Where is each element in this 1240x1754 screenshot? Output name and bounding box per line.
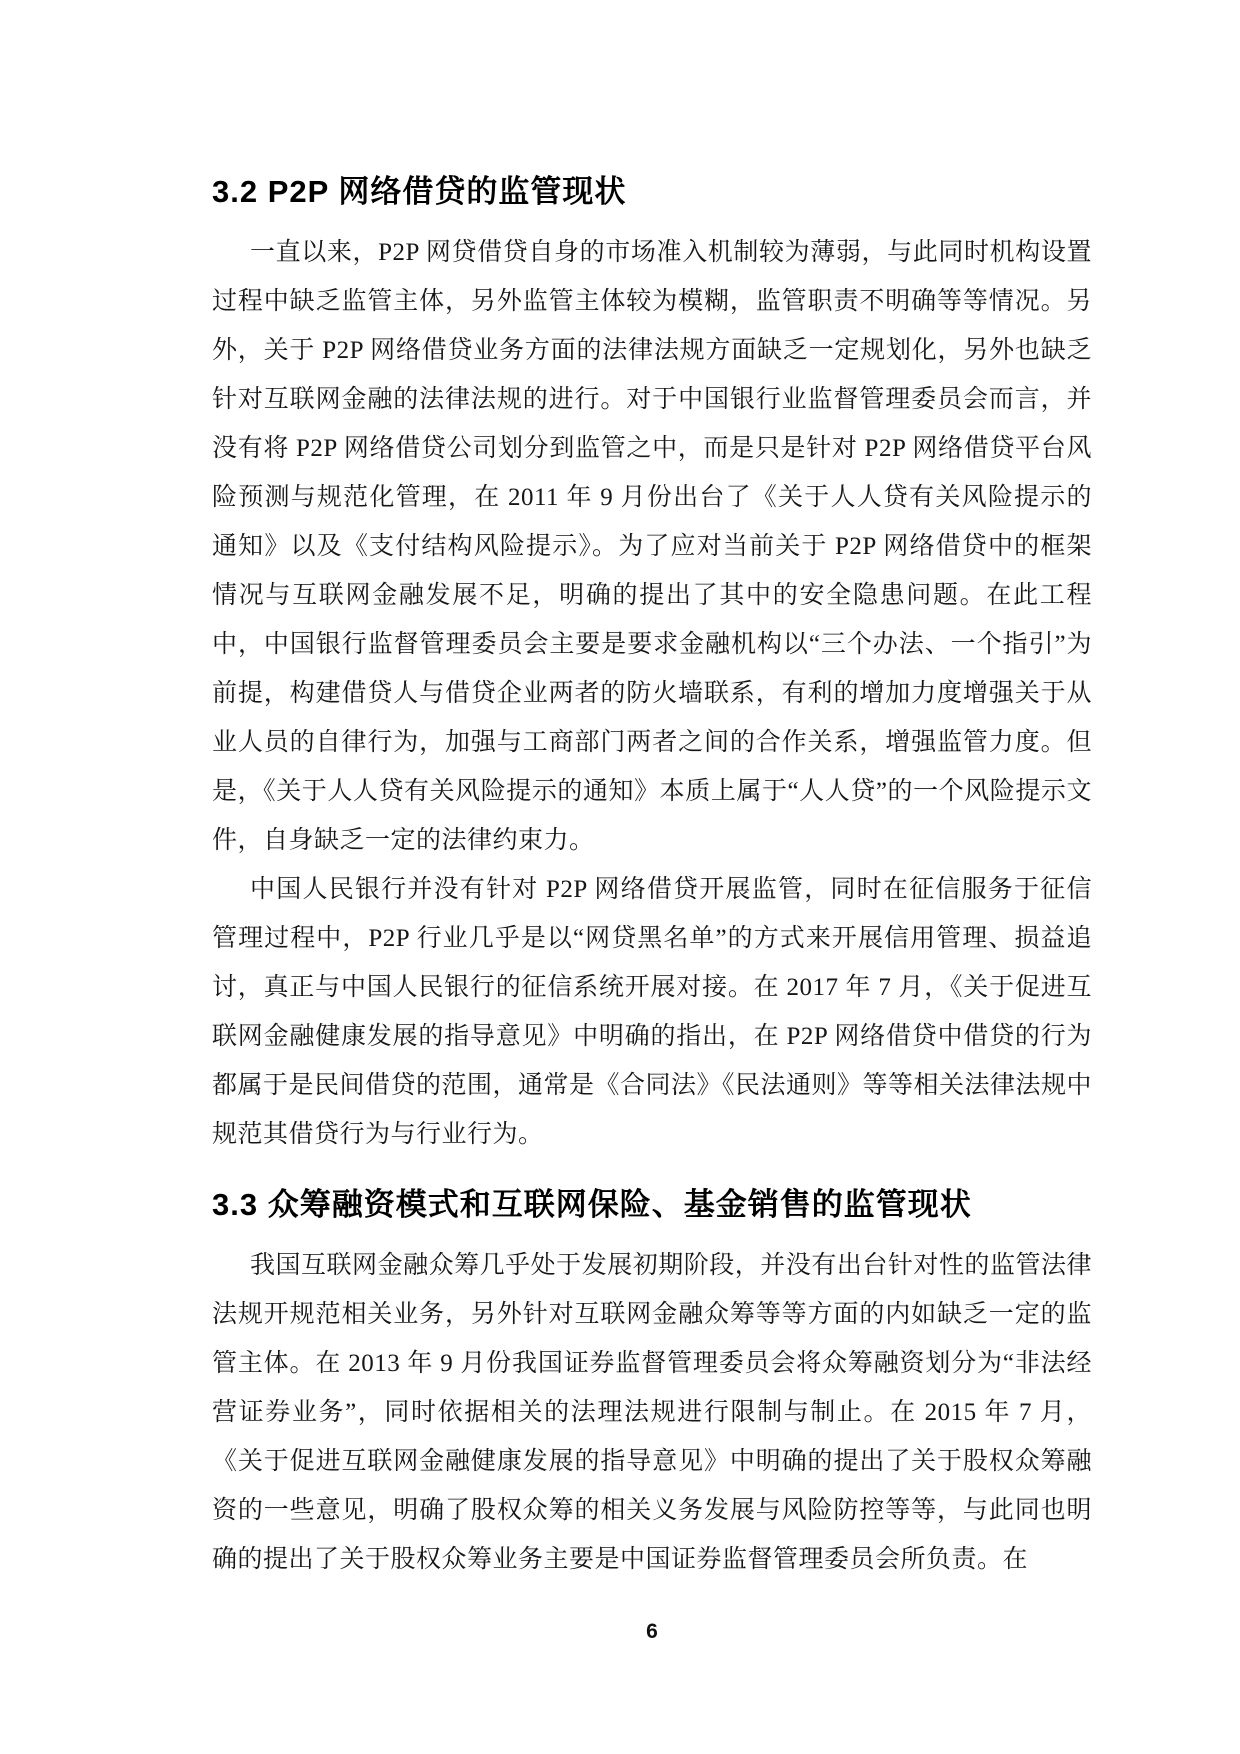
page-number: 6: [646, 1620, 658, 1643]
document-content: [212, 172, 1092, 1584]
paragraph-p2p-regulation-2: 中国人民银行并没有针对 P2P 网络借贷开展监管，同时在征信服务于征信管理过程中，P2P 行业几乎是以“网贷黑名单”的方式来开展信用管理、损益追讨，真正与中国人民银行的征信系统开展对接。在 2017 年 7 月，《关于促进互联网金融健康发展的指导意见》中明确的指出，在 P2P 网络借贷中借贷的行为都属于是民间借贷的范围，通常是《合同法》《民法通则》等等相关法律法规中规范其借贷行为与行业行为。: [212, 876, 1093, 1148]
paragraph-crowdfunding-regulation: 我国互联网金融众筹几乎处于发展初期阶段，并没有出台针对性的监管法律法规开规范相关业务，另外针对互联网金融众筹等等方面的内如缺乏一定的监管主体。在 2013 年 9 月份我国证券监督管理委员会将众筹融资划分为“非法经营证券业务”，同时依据相关的法理法规进行限制与制止。在 2015 年 7 月，《关于促进互联网金融健康发展的指导意见》中明确的提出了关于股权众筹融资的一些意见，明确了股权众筹的相关义务发展与风险防控等等，与此同也明确的提出了关于股权众筹业务主要是中国证券监督管理委员会所负责。在: [212, 1252, 1092, 1573]
section-heading-3-3: 3.3 众筹融资模式和互联网保险、基金销售的监管现状: [212, 1187, 972, 1222]
paragraph-p2p-regulation-1: 一直以来，P2P 网贷借贷自身的市场准入机制较为薄弱，与此同时机构设置过程中缺乏监管主体，另外监管主体较为模糊，监管职责不明确等等情况。另外，关于 P2P 网络借贷业务方面的法律法规方面缺乏一定规划化，另外也缺乏针对互联网金融的法律法规的进行。对于中国银行业监督管理委员会而言，并没有将 P2P 网络借贷公司划分到监管之中，而是只是针对 P2P 网络借贷平台风险预测与规范化管理，在 2011 年 9 月份出台了《关于人人贷有关风险提示的通知》以及《支付结构风险提示》。为了应对当前关于 P2P 网络借贷中的框架情况与互联网金融发展不足，明确的提出了其中的安全隐患问题。在此工程中，中国银行监督管理委员会主要是要求金融机构以“三个办法、一个指引”为前提，构建借贷人与借贷企业两者的防火墙联系，有利的增加力度增强关于从业人员的自律行为，加强与工商部门两者之间的合作关系，增强监管力度。但是，《关于人人贷有关风险提示的通知》本质上属于“人人贷”的一个风险提示文件，自身缺乏一定的法律约束力。: [212, 239, 1092, 854]
section-heading-3-2: 3.2 P2P 网络借贷的监管现状: [212, 174, 627, 209]
